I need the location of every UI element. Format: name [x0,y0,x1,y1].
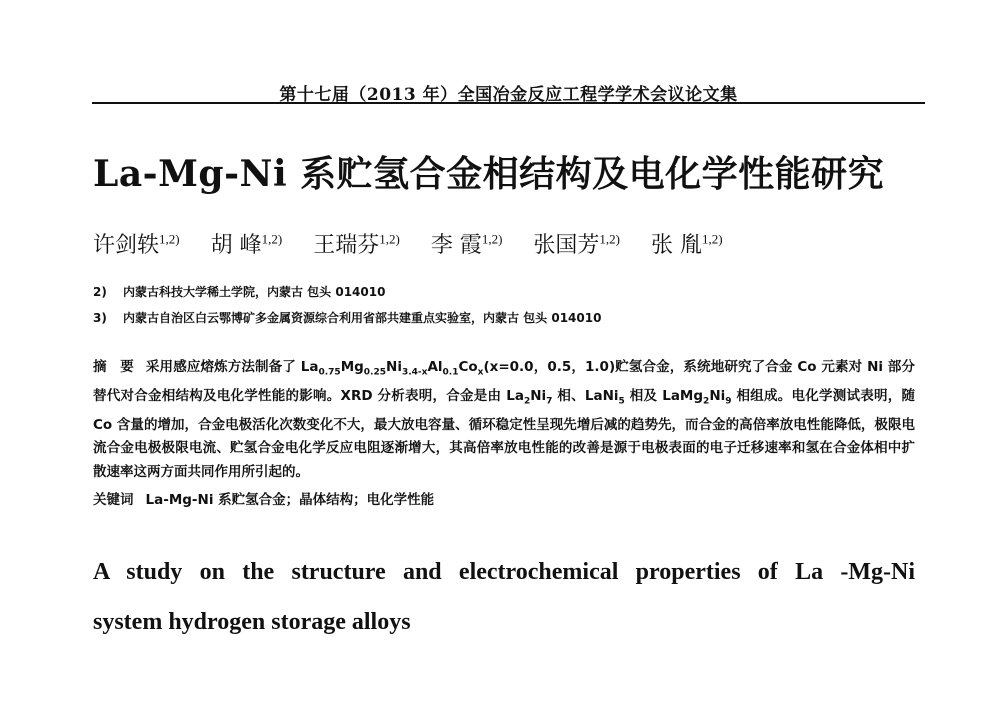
keywords-text: La-Mg-Ni 系贮氢合金；晶体结构；电化学性能 [145,492,435,508]
paper-title-cn: La-Mg-Ni 系贮氢合金相结构及电化学性能研究 [93,153,885,195]
affiliation: 3) 内蒙古自治区白云鄂博矿多金属资源综合利用省部共建重点实验室，内蒙古 包头 014010 [93,311,602,325]
keywords-label: 关键词 [93,492,134,508]
title-en-line-2: system hydrogen storage alloys [93,609,411,635]
author: 张 胤$^{1,2)}$ [651,231,723,258]
author: 张国芳$^{1,2)}$ [533,231,621,258]
paper-title-en [93,547,915,647]
title-en-line-1: A study on the structure and electrochemical properties of La -Mg-Ni [93,559,915,585]
authors-cn [93,228,747,259]
author: 王瑞芬$^{1,2)}$ [313,231,400,258]
affiliation: 2) 内蒙古科技大学稀土学院，内蒙古 包头 014010 [93,285,386,299]
author: 胡 峰$^{1,2)}$ [210,231,283,258]
header-rule [92,102,925,104]
keywords [93,488,434,508]
running-header: 第十七届（2013 年）全国冶金反应工程学学术会议论文集 [279,85,738,105]
abstract-label: 摘 要 [93,359,134,375]
author: 许剑轶$^{1,2)}$ [93,231,180,258]
author: 李 霞$^{1,2)}$ [430,231,503,258]
abstract: 摘 要 采用感应熔炼方法制备了 $La_{0.75}Mg_{0.25}Ni_{3.4-x}Al_{0.1}Co_x(x=0.0$，0.5，1.0)贮氢合金，系统地研究了合金 Co 元素对 Ni 部分替代对合金相结构及电化学性能的影响。XRD 分析表明，合金是由 $La_2Ni_7$ 相、LaNi$_5$ 相及 $LaMg_2Ni_9$ 相组成。电化学测试表明，随 Co 含量的增加，合金电极活化次数变化不大，最大放电容量、循环稳定性呈现先增后减的趋势先，而合金的高倍率放电性能降低，极限电流合金电极极限电流、贮氢合金电化学反应电阻逐渐增大，其高倍率放电性能的改善是源于电极表面的电子迁移速率和氢在合金体相中扩散速率这两方面共同作用所引起的。 [93,359,916,480]
